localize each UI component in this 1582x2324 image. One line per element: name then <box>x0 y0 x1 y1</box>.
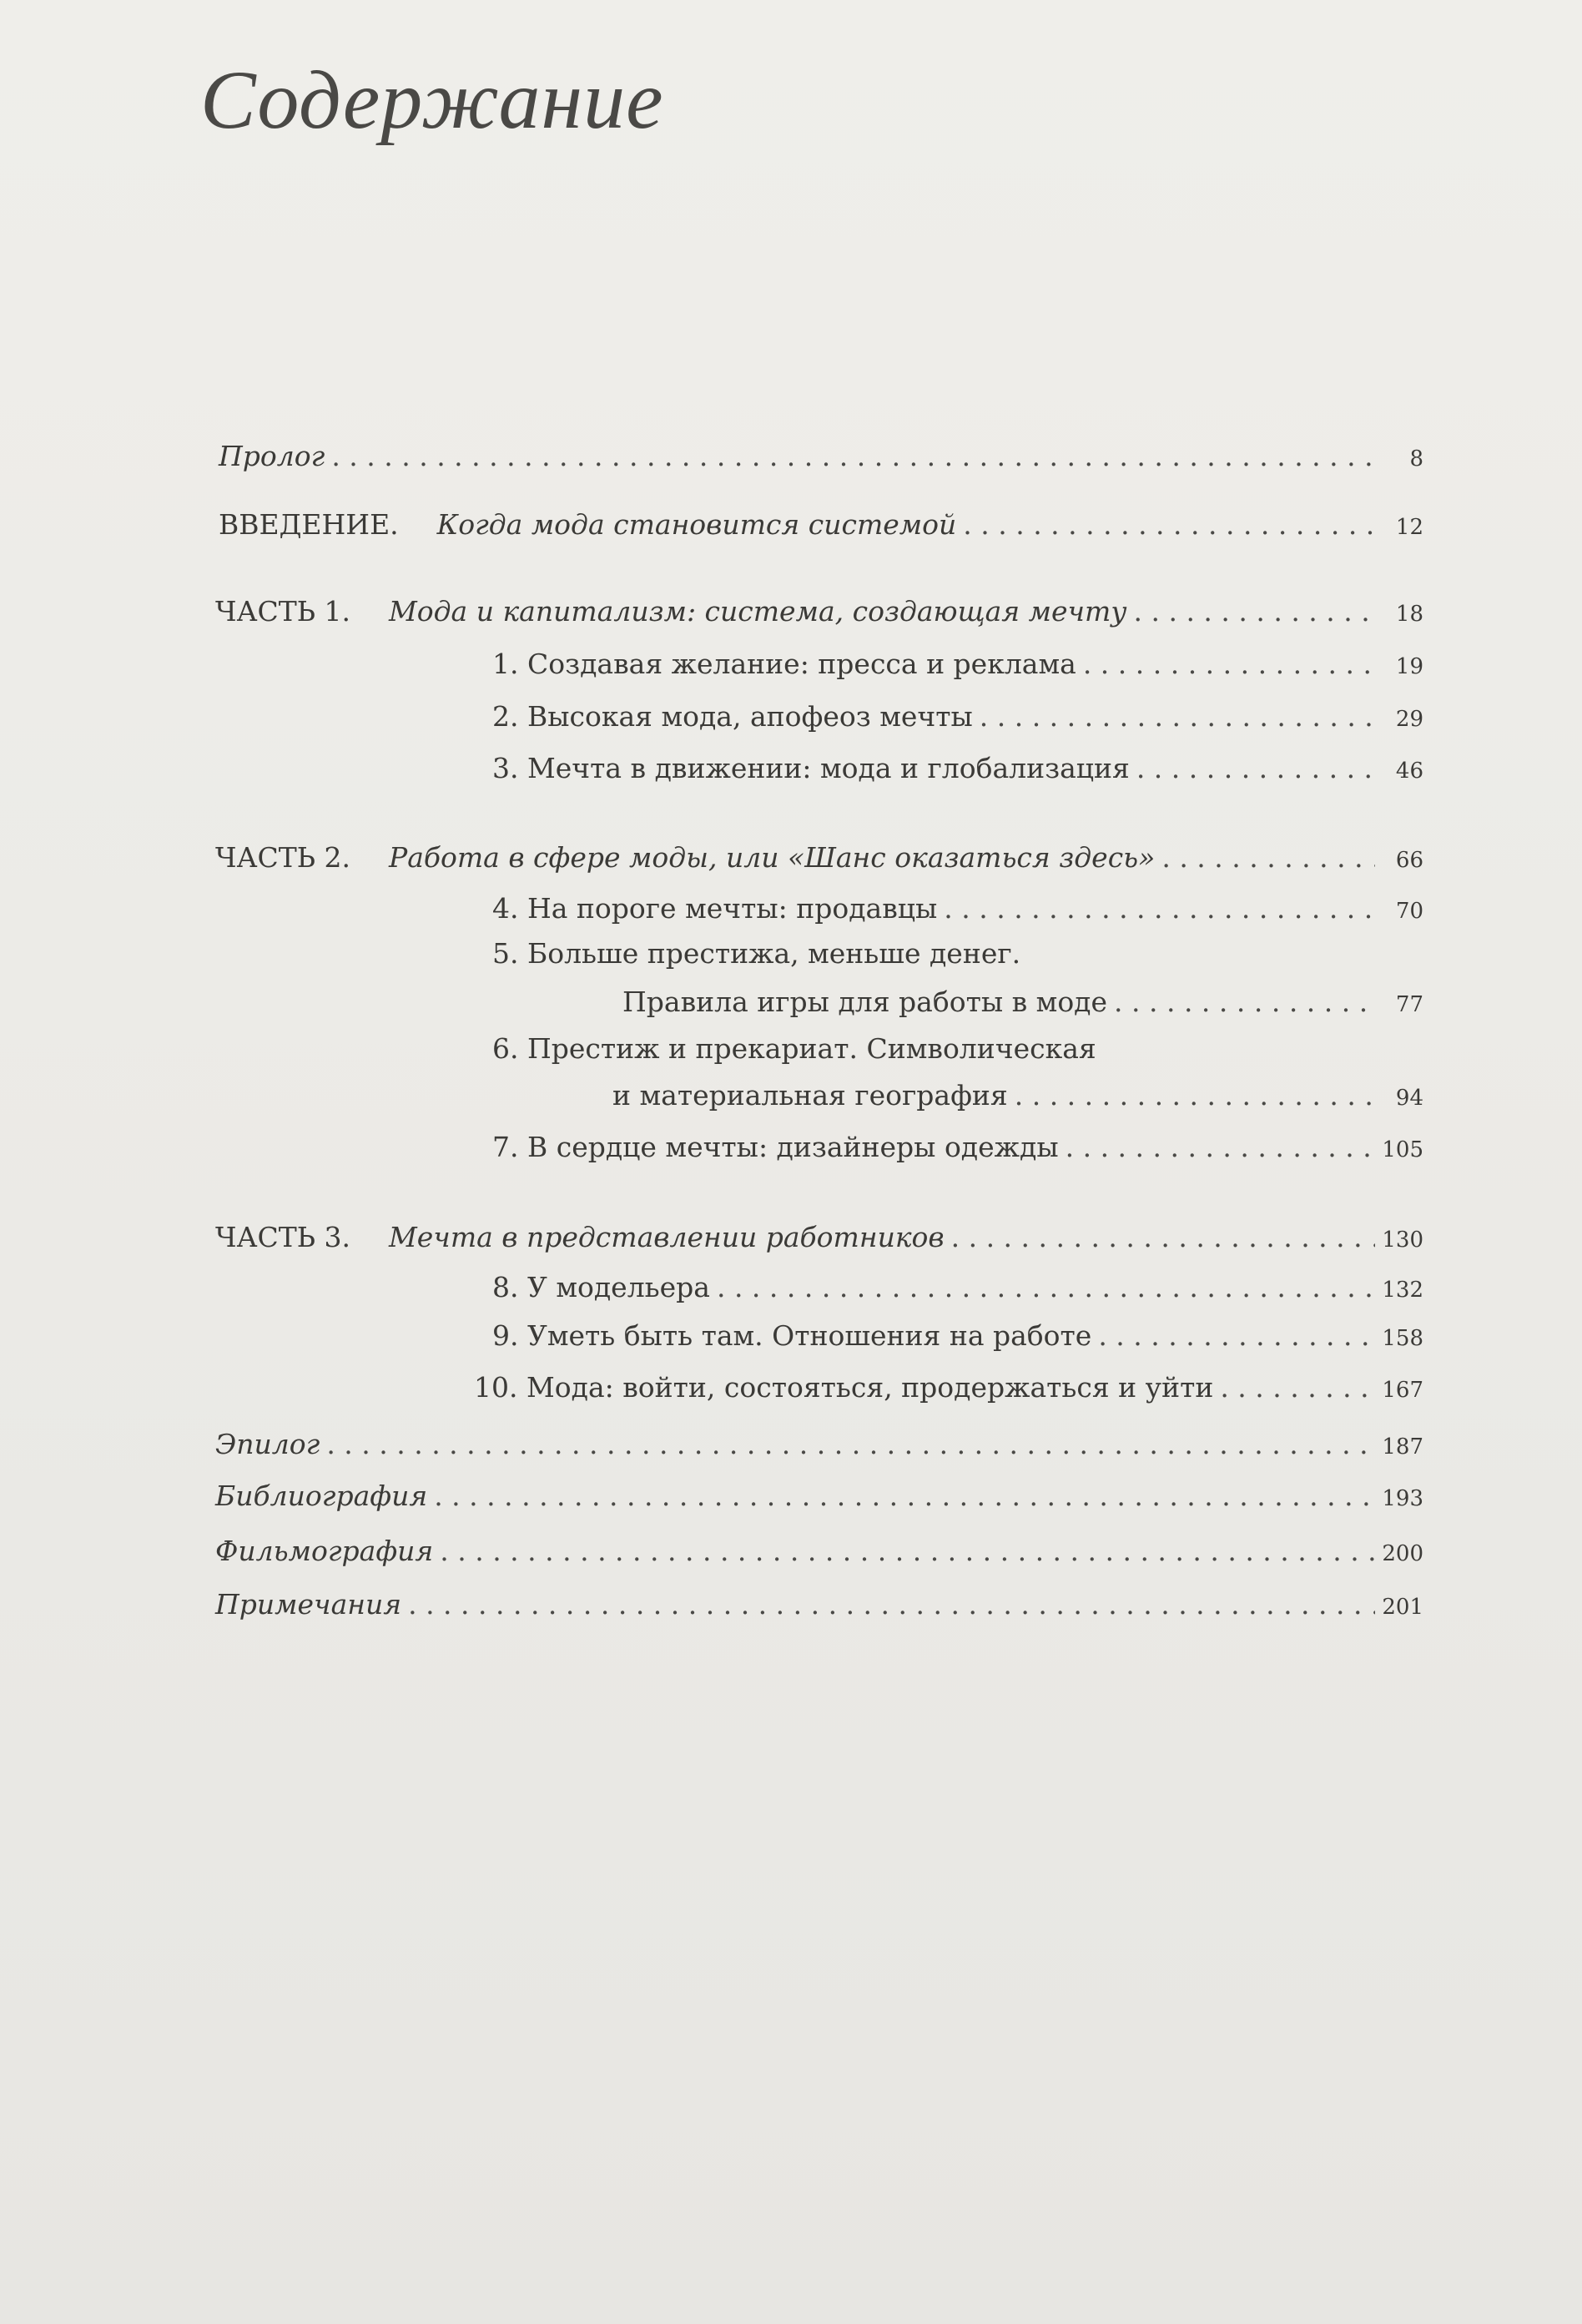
toc-entry-chapter-8[interactable] <box>492 1270 1423 1308</box>
toc-entry-page: 167 <box>1382 1378 1423 1403</box>
toc-entry-title: 1. Создавая желание: пресса и реклама <box>492 648 1076 680</box>
leader-dots <box>1161 840 1375 875</box>
section-label: ЧАСТЬ 3. <box>215 1221 350 1253</box>
toc-entry-title: Правила игры для работы в моде <box>622 986 1108 1018</box>
leader-dots <box>1066 1130 1375 1165</box>
section-label: ЧАСТЬ 1. <box>215 595 350 628</box>
toc-entry-page: 77 <box>1395 992 1423 1017</box>
section-label: ЧАСТЬ 2. <box>215 841 350 874</box>
toc-entry-title: 2. Высокая мода, апофеоз мечты <box>492 700 973 733</box>
toc-entry-chapter-6-line-1[interactable]: 6. Престиж и прекариат. Символическая <box>492 1032 1096 1065</box>
toc-entry-title: 8. У модельера <box>492 1271 710 1303</box>
toc-entry-page: 29 <box>1395 707 1423 732</box>
toc-entry-title: Пролог <box>219 440 325 472</box>
leader-dots <box>944 891 1375 926</box>
section-label: ВВЕДЕНИЕ. <box>219 508 399 541</box>
toc-entry-page: 132 <box>1382 1278 1423 1303</box>
toc-entry-part-1[interactable] <box>215 594 1423 632</box>
leader-dots <box>1114 985 1375 1020</box>
toc-entry-title: 9. Уметь быть там. Отношения на работе <box>492 1319 1092 1352</box>
toc-entry-chapter-3[interactable] <box>492 751 1423 789</box>
toc-entry-page: 94 <box>1395 1086 1423 1111</box>
leader-dots <box>717 1270 1375 1305</box>
toc-entry-page: 130 <box>1382 1228 1423 1253</box>
toc-entry-chapter-7[interactable] <box>492 1130 1423 1167</box>
toc-entry-epilogue[interactable] <box>215 1427 1423 1464</box>
toc-entry-title: Библиография <box>215 1480 428 1512</box>
toc-entry-page: 46 <box>1395 759 1423 784</box>
toc-entry-chapter-2[interactable] <box>492 699 1423 737</box>
leader-dots <box>1083 647 1375 682</box>
leader-dots <box>951 1220 1375 1255</box>
toc-entry-title: Мода и капитализм: система, создающая мечту <box>388 595 1127 628</box>
toc-entry-title: 10. Мода: войти, состояться, продержаться и уйти <box>474 1371 1214 1404</box>
toc-entry-title: Фильмография <box>215 1535 434 1567</box>
toc-entry-title: Когда мода становится системой <box>436 508 957 541</box>
toc-entry-page: 18 <box>1395 602 1423 627</box>
toc-entry-page: 187 <box>1382 1434 1423 1459</box>
toc-entry-filmography[interactable] <box>215 1534 1423 1571</box>
toc-entry-page: 200 <box>1382 1541 1423 1566</box>
toc-entry-chapter-1[interactable] <box>492 647 1423 684</box>
toc-entry-prologue[interactable] <box>219 439 1423 476</box>
toc-entry-introduction[interactable] <box>219 507 1423 545</box>
leader-dots <box>440 1534 1375 1569</box>
toc-entry-title: 3. Мечта в движении: мода и глобализация <box>492 752 1130 784</box>
toc-entry-chapter-6[interactable] <box>612 1078 1423 1116</box>
toc-entry-title: 4. На пороге мечты: продавцы <box>492 892 938 925</box>
toc-entry-chapter-9[interactable] <box>492 1318 1423 1356</box>
toc-entry-page: 193 <box>1382 1486 1423 1511</box>
toc-entry-page: 70 <box>1395 899 1423 924</box>
toc-entry-title: Эпилог <box>215 1428 320 1460</box>
page-title: Содержание <box>200 53 664 146</box>
toc-entry-title: 7. В сердце мечты: дизайнеры одежды <box>492 1131 1059 1163</box>
toc-entry-notes[interactable] <box>215 1587 1423 1625</box>
leader-dots <box>1015 1078 1375 1113</box>
toc-entry-page: 19 <box>1395 654 1423 679</box>
toc-entry-page: 8 <box>1409 446 1423 471</box>
toc-entry-title: Работа в сфере моды, или «Шанс оказаться здесь» <box>388 841 1156 874</box>
leader-dots <box>1220 1370 1375 1405</box>
leader-dots <box>980 699 1375 734</box>
toc-entry-page: 12 <box>1395 515 1423 540</box>
toc-entry-chapter-4[interactable] <box>492 891 1423 929</box>
toc-entry-page: 105 <box>1382 1137 1423 1162</box>
toc-entry-chapter-5-line-1[interactable]: 5. Больше престижа, меньше денег. <box>492 937 1021 970</box>
toc-entry-title: Примечания <box>215 1588 402 1621</box>
leader-dots <box>326 1427 1375 1462</box>
leader-dots <box>1098 1318 1375 1354</box>
toc-entry-part-3[interactable] <box>215 1220 1423 1258</box>
toc-entry-chapter-10[interactable] <box>474 1370 1423 1408</box>
leader-dots <box>434 1479 1375 1514</box>
leader-dots <box>1134 594 1376 629</box>
toc-entry-part-2[interactable] <box>215 840 1423 878</box>
leader-dots <box>408 1587 1375 1622</box>
toc-entry-title: и материальная география <box>612 1079 1008 1112</box>
leader-dots <box>331 439 1375 474</box>
toc-entry-title: Мечта в представлении работников <box>388 1221 945 1253</box>
toc-entry-chapter-5[interactable] <box>622 985 1423 1022</box>
toc-entry-page: 158 <box>1382 1326 1423 1351</box>
leader-dots <box>1136 751 1375 786</box>
leader-dots <box>963 507 1375 542</box>
toc-entry-page: 201 <box>1382 1595 1423 1620</box>
toc-entry-bibliography[interactable] <box>215 1479 1423 1516</box>
toc-entry-page: 66 <box>1395 848 1423 873</box>
